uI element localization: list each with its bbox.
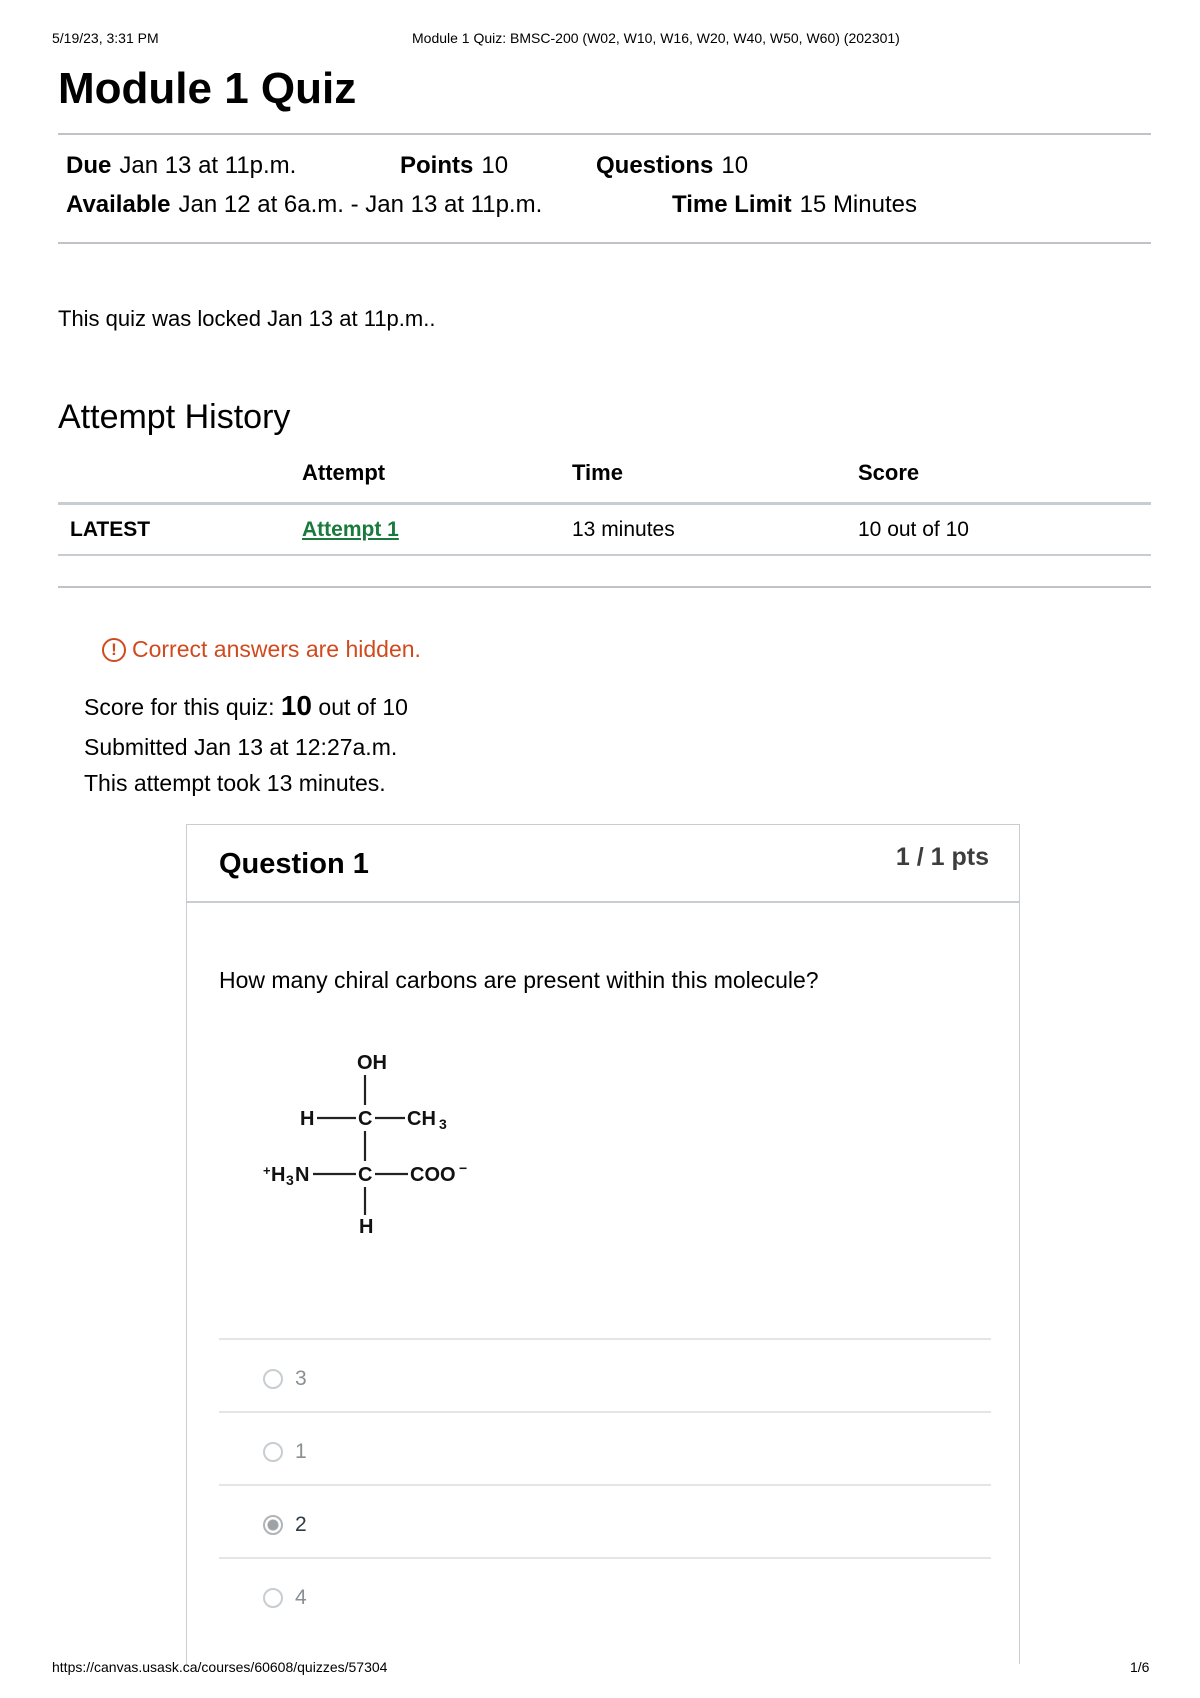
warning-icon: ! — [102, 638, 126, 662]
answer-divider — [219, 1557, 991, 1559]
ch3-subscript: 3 — [439, 1116, 447, 1132]
oh-group: OH — [357, 1052, 387, 1074]
header-time: Time — [572, 460, 623, 485]
answer-label: 1 — [295, 1440, 307, 1463]
attempt-score: 10 out of 10 — [858, 518, 969, 541]
radio-button[interactable] — [263, 1588, 283, 1608]
answer-divider — [219, 1484, 991, 1486]
answer-option-selected[interactable] — [263, 1513, 307, 1537]
radio-button-checked[interactable] — [263, 1515, 283, 1535]
answer-label: 2 — [295, 1513, 307, 1536]
table-row-divider — [58, 554, 1151, 556]
question-points: 1 / 1 pts — [895, 843, 989, 871]
available-value: Jan 12 at 6a.m. - Jan 13 at 11p.m. — [178, 191, 543, 218]
table-header-divider — [58, 502, 1151, 505]
h-atom-left: H — [300, 1108, 315, 1130]
points-value: 10 — [481, 152, 509, 179]
questions-detail — [596, 152, 748, 180]
radio-button[interactable] — [263, 1369, 283, 1389]
attempt-time: 13 minutes — [572, 518, 675, 541]
score-suffix: out of 10 — [318, 694, 408, 720]
due-label: Due — [66, 152, 112, 179]
answer-divider — [219, 1338, 991, 1340]
hidden-notice-text: Correct answers are hidden. — [132, 636, 421, 662]
divider — [58, 586, 1151, 588]
available-detail — [66, 191, 542, 219]
header-score: Score — [858, 460, 920, 485]
question-1-card — [186, 824, 1020, 1664]
question-header — [187, 825, 1019, 903]
minus-charge: − — [459, 1160, 468, 1176]
score-prefix: Score for this quiz: — [84, 694, 275, 720]
amino-subscript: 3 — [286, 1172, 294, 1188]
time-limit-value: 15 Minutes — [799, 191, 917, 218]
carbon-2: C — [358, 1164, 373, 1186]
attempt-1-link[interactable]: Attempt 1 — [302, 518, 399, 541]
time-limit-detail — [672, 191, 917, 219]
question-title: Question 1 — [219, 848, 369, 880]
print-page-number: 1/6 — [1130, 1659, 1150, 1675]
amino-n: N — [295, 1164, 310, 1186]
answer-label: 4 — [295, 1586, 307, 1609]
header-attempt: Attempt — [302, 460, 386, 485]
attempt-history-title: Attempt History — [58, 398, 291, 436]
points-label: Points — [400, 152, 474, 179]
submitted-time: Submitted Jan 13 at 12:27a.m. — [84, 734, 398, 760]
correct-answers-hidden-notice — [102, 636, 421, 663]
question-text: How many chiral carbons are present within this molecule? — [219, 967, 819, 993]
radio-button[interactable] — [263, 1442, 283, 1462]
time-limit-label: Time Limit — [672, 191, 792, 218]
divider — [58, 242, 1151, 244]
carboxylate-group: COO — [410, 1164, 456, 1186]
answer-option[interactable] — [263, 1586, 307, 1610]
amino-h: H — [271, 1164, 286, 1186]
latest-label: LATEST — [70, 518, 151, 541]
answer-divider — [219, 1411, 991, 1413]
score-value: 10 — [280, 690, 313, 721]
quiz-score — [84, 690, 408, 722]
points-detail — [400, 152, 508, 180]
ch3-group-ch: CH — [407, 1108, 436, 1130]
answer-option[interactable] — [263, 1440, 307, 1464]
due-value: Jan 13 at 11p.m. — [119, 152, 297, 179]
quiz-details-row-1 — [66, 152, 296, 180]
questions-label: Questions — [596, 152, 714, 179]
locked-message: This quiz was locked Jan 13 at 11p.m.. — [58, 306, 436, 331]
page-title: Module 1 Quiz — [58, 64, 357, 113]
molecule-structure-diagram — [263, 1043, 503, 1253]
carbon-1: C — [358, 1108, 373, 1130]
answer-label: 3 — [295, 1367, 307, 1390]
plus-charge: + — [263, 1163, 271, 1178]
print-document-title: Module 1 Quiz: BMSC-200 (W02, W10, W16, W20, W40, W50, W60) (202301) — [412, 30, 900, 46]
answer-option[interactable] — [263, 1367, 307, 1391]
attempt-duration: This attempt took 13 minutes. — [84, 770, 386, 796]
h-atom-bottom: H — [359, 1216, 374, 1238]
print-datetime: 5/19/23, 3:31 PM — [52, 30, 159, 46]
divider — [58, 133, 1151, 135]
available-label: Available — [66, 191, 171, 218]
print-url: https://canvas.usask.ca/courses/60608/quizzes/57304 — [52, 1659, 388, 1675]
questions-value: 10 — [721, 152, 749, 179]
